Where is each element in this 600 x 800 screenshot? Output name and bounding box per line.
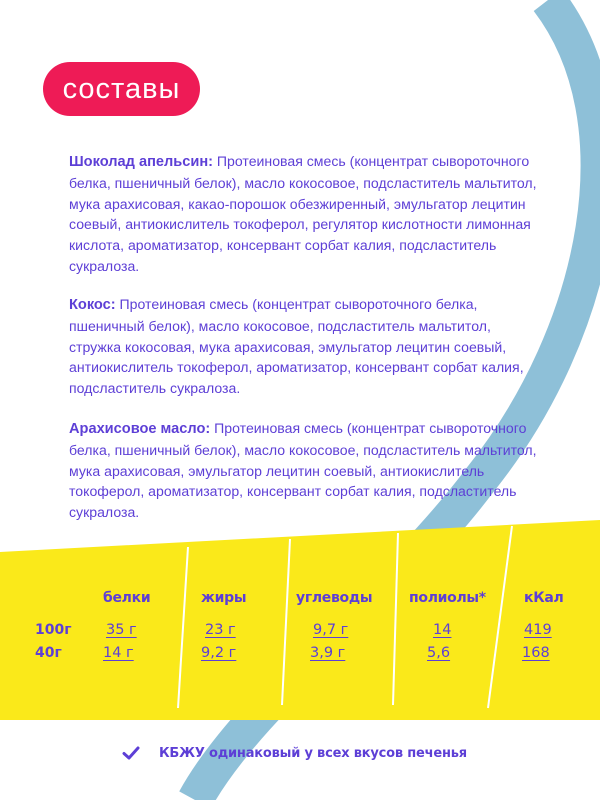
composition-text: Протеиновая смесь (концентрат сывороточного белка, пшеничный белок), масло кокосовое, подсластитель мальтитол, мука арахисовая, эмульгатор лецитин соевый, антиокислитель токоферол, ароматизатор, консервант сорбат калия, подсластитель сукралоза. xyxy=(69,420,537,521)
cell-40g-kcal: 168 xyxy=(522,645,550,661)
column-header-kcal: кКал xyxy=(524,590,564,606)
check-icon xyxy=(122,745,140,761)
composition-name: Кокос: xyxy=(69,297,116,313)
column-header-polyols: полиолы* xyxy=(409,590,486,606)
page-title: составы xyxy=(43,62,200,116)
cell-100g-protein: 35 г xyxy=(106,622,137,638)
info-note xyxy=(122,745,467,761)
composition-peanut-butter xyxy=(69,418,539,523)
cell-100g-kcal: 419 xyxy=(524,622,552,638)
column-header-fat: жиры xyxy=(201,590,247,606)
row-label-40g: 40г xyxy=(35,645,62,661)
composition-name: Арахисовое масло: xyxy=(69,421,211,437)
composition-text: Протеиновая смесь (концентрат сывороточного белка, пшеничный белок), масло кокосовое, подсластитель мальтитол, стружка кокосовая, мука арахисовая, эмульгатор лецитин соевый, антиокислитель токоферол, ароматизатор, консервант сорбат калия, подсластитель сукралоза. xyxy=(69,296,524,397)
composition-chocolate-orange xyxy=(69,151,539,277)
cell-100g-polyols: 14 xyxy=(433,622,452,638)
cell-100g-carbs: 9,7 г xyxy=(313,622,349,638)
cell-100g-fat: 23 г xyxy=(205,622,236,638)
column-header-carbs: углеводы xyxy=(296,590,373,606)
composition-text: Протеиновая смесь (концентрат сывороточного белка, пшеничный белок), масло кокосовое, подсластитель мальтитол, мука арахисовая, какао-порошок обезжиренный, эмульгатор лецитин соевый, антиокислитель токоферол, регулятор кислотности лимонная кислота, ароматизатор, консервант сорбат калия, подсластитель сукралоза. xyxy=(69,153,537,274)
row-label-100g: 100г xyxy=(35,622,72,638)
composition-name: Шоколад апельсин: xyxy=(69,154,213,170)
composition-coconut xyxy=(69,294,539,399)
cell-40g-carbs: 3,9 г xyxy=(310,645,346,661)
note-text: КБЖУ одинаковый у всех вкусов печенья xyxy=(159,745,467,761)
nutrition-table-background xyxy=(0,520,600,720)
cell-40g-polyols: 5,6 xyxy=(427,645,451,661)
column-header-protein: белки xyxy=(103,590,151,606)
cell-40g-protein: 14 г xyxy=(103,645,134,661)
cell-40g-fat: 9,2 г xyxy=(201,645,237,661)
